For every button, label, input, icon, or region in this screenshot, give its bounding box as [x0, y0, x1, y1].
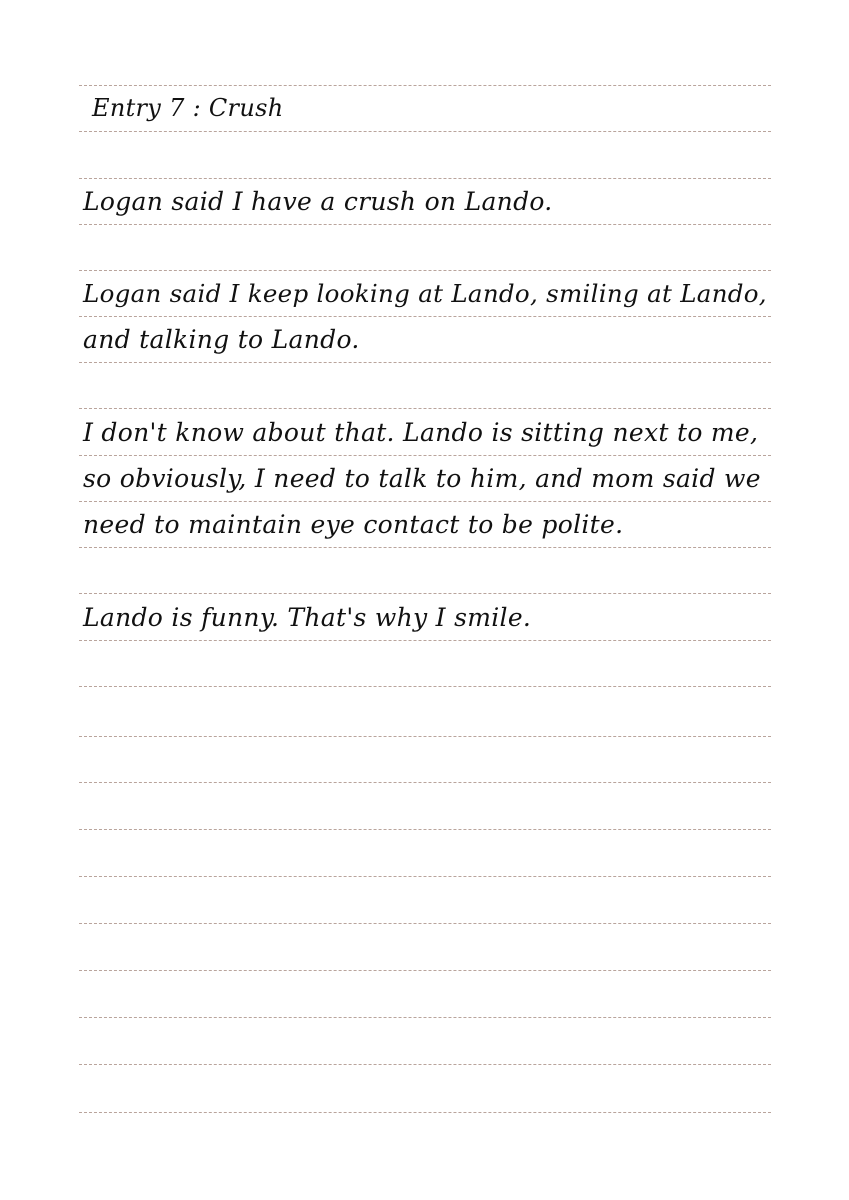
ruled-line	[79, 829, 771, 830]
ruled-line	[79, 270, 771, 271]
paragraph-4-line-1: Lando is funny. That's why I smile.	[83, 603, 532, 632]
ruled-line	[79, 1064, 771, 1065]
ruled-line	[79, 316, 771, 317]
ruled-line	[79, 686, 771, 687]
ruled-line	[79, 85, 771, 86]
ruled-line	[79, 736, 771, 737]
ruled-line	[79, 923, 771, 924]
ruled-line	[79, 782, 771, 783]
ruled-line	[79, 593, 771, 594]
ruled-line	[79, 455, 771, 456]
paragraph-2-line-1: Logan said I keep looking at Lando, smiling at Lando,	[83, 279, 767, 308]
paragraph-3-line-3: need to maintain eye contact to be polite.	[83, 510, 624, 539]
ruled-line	[79, 408, 771, 409]
paragraph-1-line-1: Logan said I have a crush on Lando.	[83, 187, 553, 216]
ruled-line	[79, 501, 771, 502]
paragraph-3-line-2: so obviously, I need to talk to him, and mom said we	[83, 464, 761, 493]
ruled-line	[79, 1017, 771, 1018]
ruled-line	[79, 224, 771, 225]
ruled-line	[79, 362, 771, 363]
ruled-line	[79, 178, 771, 179]
ruled-line	[79, 131, 771, 132]
entry-title: Entry 7 : Crush	[92, 94, 284, 122]
paragraph-3-line-1: I don't know about that. Lando is sitting next to me,	[83, 418, 759, 447]
ruled-line	[79, 547, 771, 548]
ruled-line	[79, 970, 771, 971]
ruled-line	[79, 1112, 771, 1113]
ruled-line	[79, 876, 771, 877]
paragraph-2-line-2: and talking to Lando.	[83, 325, 360, 354]
ruled-line	[79, 640, 771, 641]
